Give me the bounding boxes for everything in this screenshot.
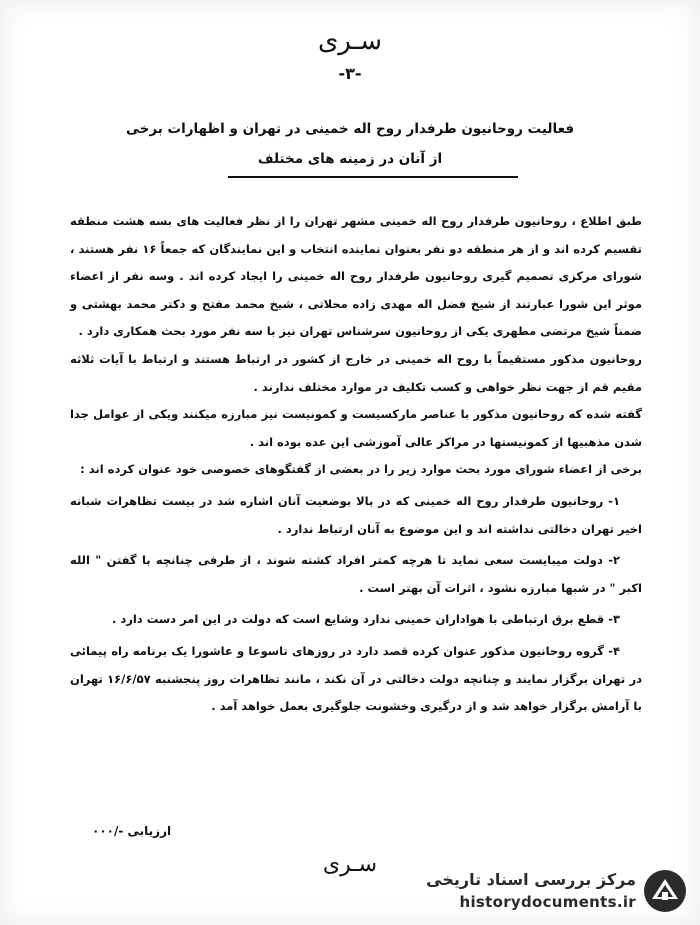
- classification-footer: سـری: [322, 852, 378, 877]
- archive-watermark: [407, 866, 692, 918]
- list-item-3: ۳- قطع برق ارتباطی با هواداران خمینی ندارد وشایع است که دولت در این امر دست دارد .: [111, 612, 620, 627]
- list-item-1: ۱- روحانیون طرفدار روح اله خمینی که در بالا بوضعیت آنان اشاره شد در بیست تظاهرات شبانه اخیر تهران دخالتی نداشته اند و این موضوع به آنان ارتباط ندارد .: [70, 493, 642, 536]
- title-underline: [228, 176, 518, 178]
- list-item-2: ۲- دولت میبایست سعی نماید تا هرچه کمتر افراد کشته شوند ، از طرفی چنانچه با گفتن " الله اکبر " در شبها مبارزه نشود ، اثرات آن بهتر است .: [70, 553, 642, 595]
- paragraph-3: گفته شده که روحانیون مذکور با عناصر مارکسیست و کمونیست نیز مبارزه میکنند ویکی از عوامل جدا شدن مذهبیها از کمونیستها در مراکز عالی آموزشی این عده بوده اند .: [70, 407, 642, 449]
- document-title: [110, 114, 590, 174]
- paragraph-2: روحانیون مذکور مستقیماً با روح اله خمینی در خارج از کشور در ارتباط هستند و ارتباط با آیات ثلاثه مقیم قم از جهت نظر خواهی و کسب تکلیف در موارد مختلف ندارند .: [70, 351, 642, 394]
- paragraph-4: برخی از اعضاء شورای مورد بحث موارد زیر را در بعضی از گفتگوهای خصوصی خود عنوان کرده اند :: [80, 462, 642, 477]
- title-line-2: از آنان در زمینه های مختلف: [257, 151, 443, 167]
- page-number: -۳-: [338, 64, 362, 83]
- evaluation-note: ارزیابی -/۰۰۰: [92, 824, 172, 838]
- paragraph-1: طبق اطلاع ، روحانیون طرفدار روح اله خمینی مشهر تهران را از نظر فعالیت های بسه هشت منطقه تقسیم کرده اند و از هر منطقه دو نفر بعنوان نماینده انتخاب و این نمایندگان که جمعاً ۱۶ نفر هستند ، شورای مرکزی تصمیم گیری روحانیون طرفدار روح اله خمینی را ایجاد کرده اند . وسه نفر از اعضاء موثر این شورا عبارتند از شیخ فضل اله مهدی زاده محلاتی ، شیخ محمد مفتح و دکتر محمد بهشتی و ضمناً شیخ مرتضی مطهری یکی از روحانیون سرشناس تهران نیز با سه نفر مورد بحث همکاری دارد .: [70, 214, 642, 339]
- list-item-4: ۴- گروه روحانیون مذکور عنوان کرده قصد دارد در روزهای تاسوعا و عاشورا یک برنامه راه پیمائی در تهران برگزار نمایند و چنانچه دولت دخالتی در آن نکند ، مانند تظاهرات روز پنجشنبه ۱۶/۶/۵۷ تهران با آرامش برگزار خواهد شد و از درگیری وخشونت جلوگیری بعمل خواهد آمد .: [70, 643, 642, 714]
- document-body: [70, 208, 642, 721]
- archive-url: historydocuments.ir: [459, 893, 636, 911]
- archive-name: مرکز بررسی اسناد تاریخی: [426, 870, 636, 889]
- title-line-1: فعالیت روحانیون طرفدار روح اله خمینی در تهران و اظهارات برخی: [125, 121, 575, 137]
- classification-header: سـری: [317, 26, 383, 56]
- archive-logo-icon: [642, 868, 688, 914]
